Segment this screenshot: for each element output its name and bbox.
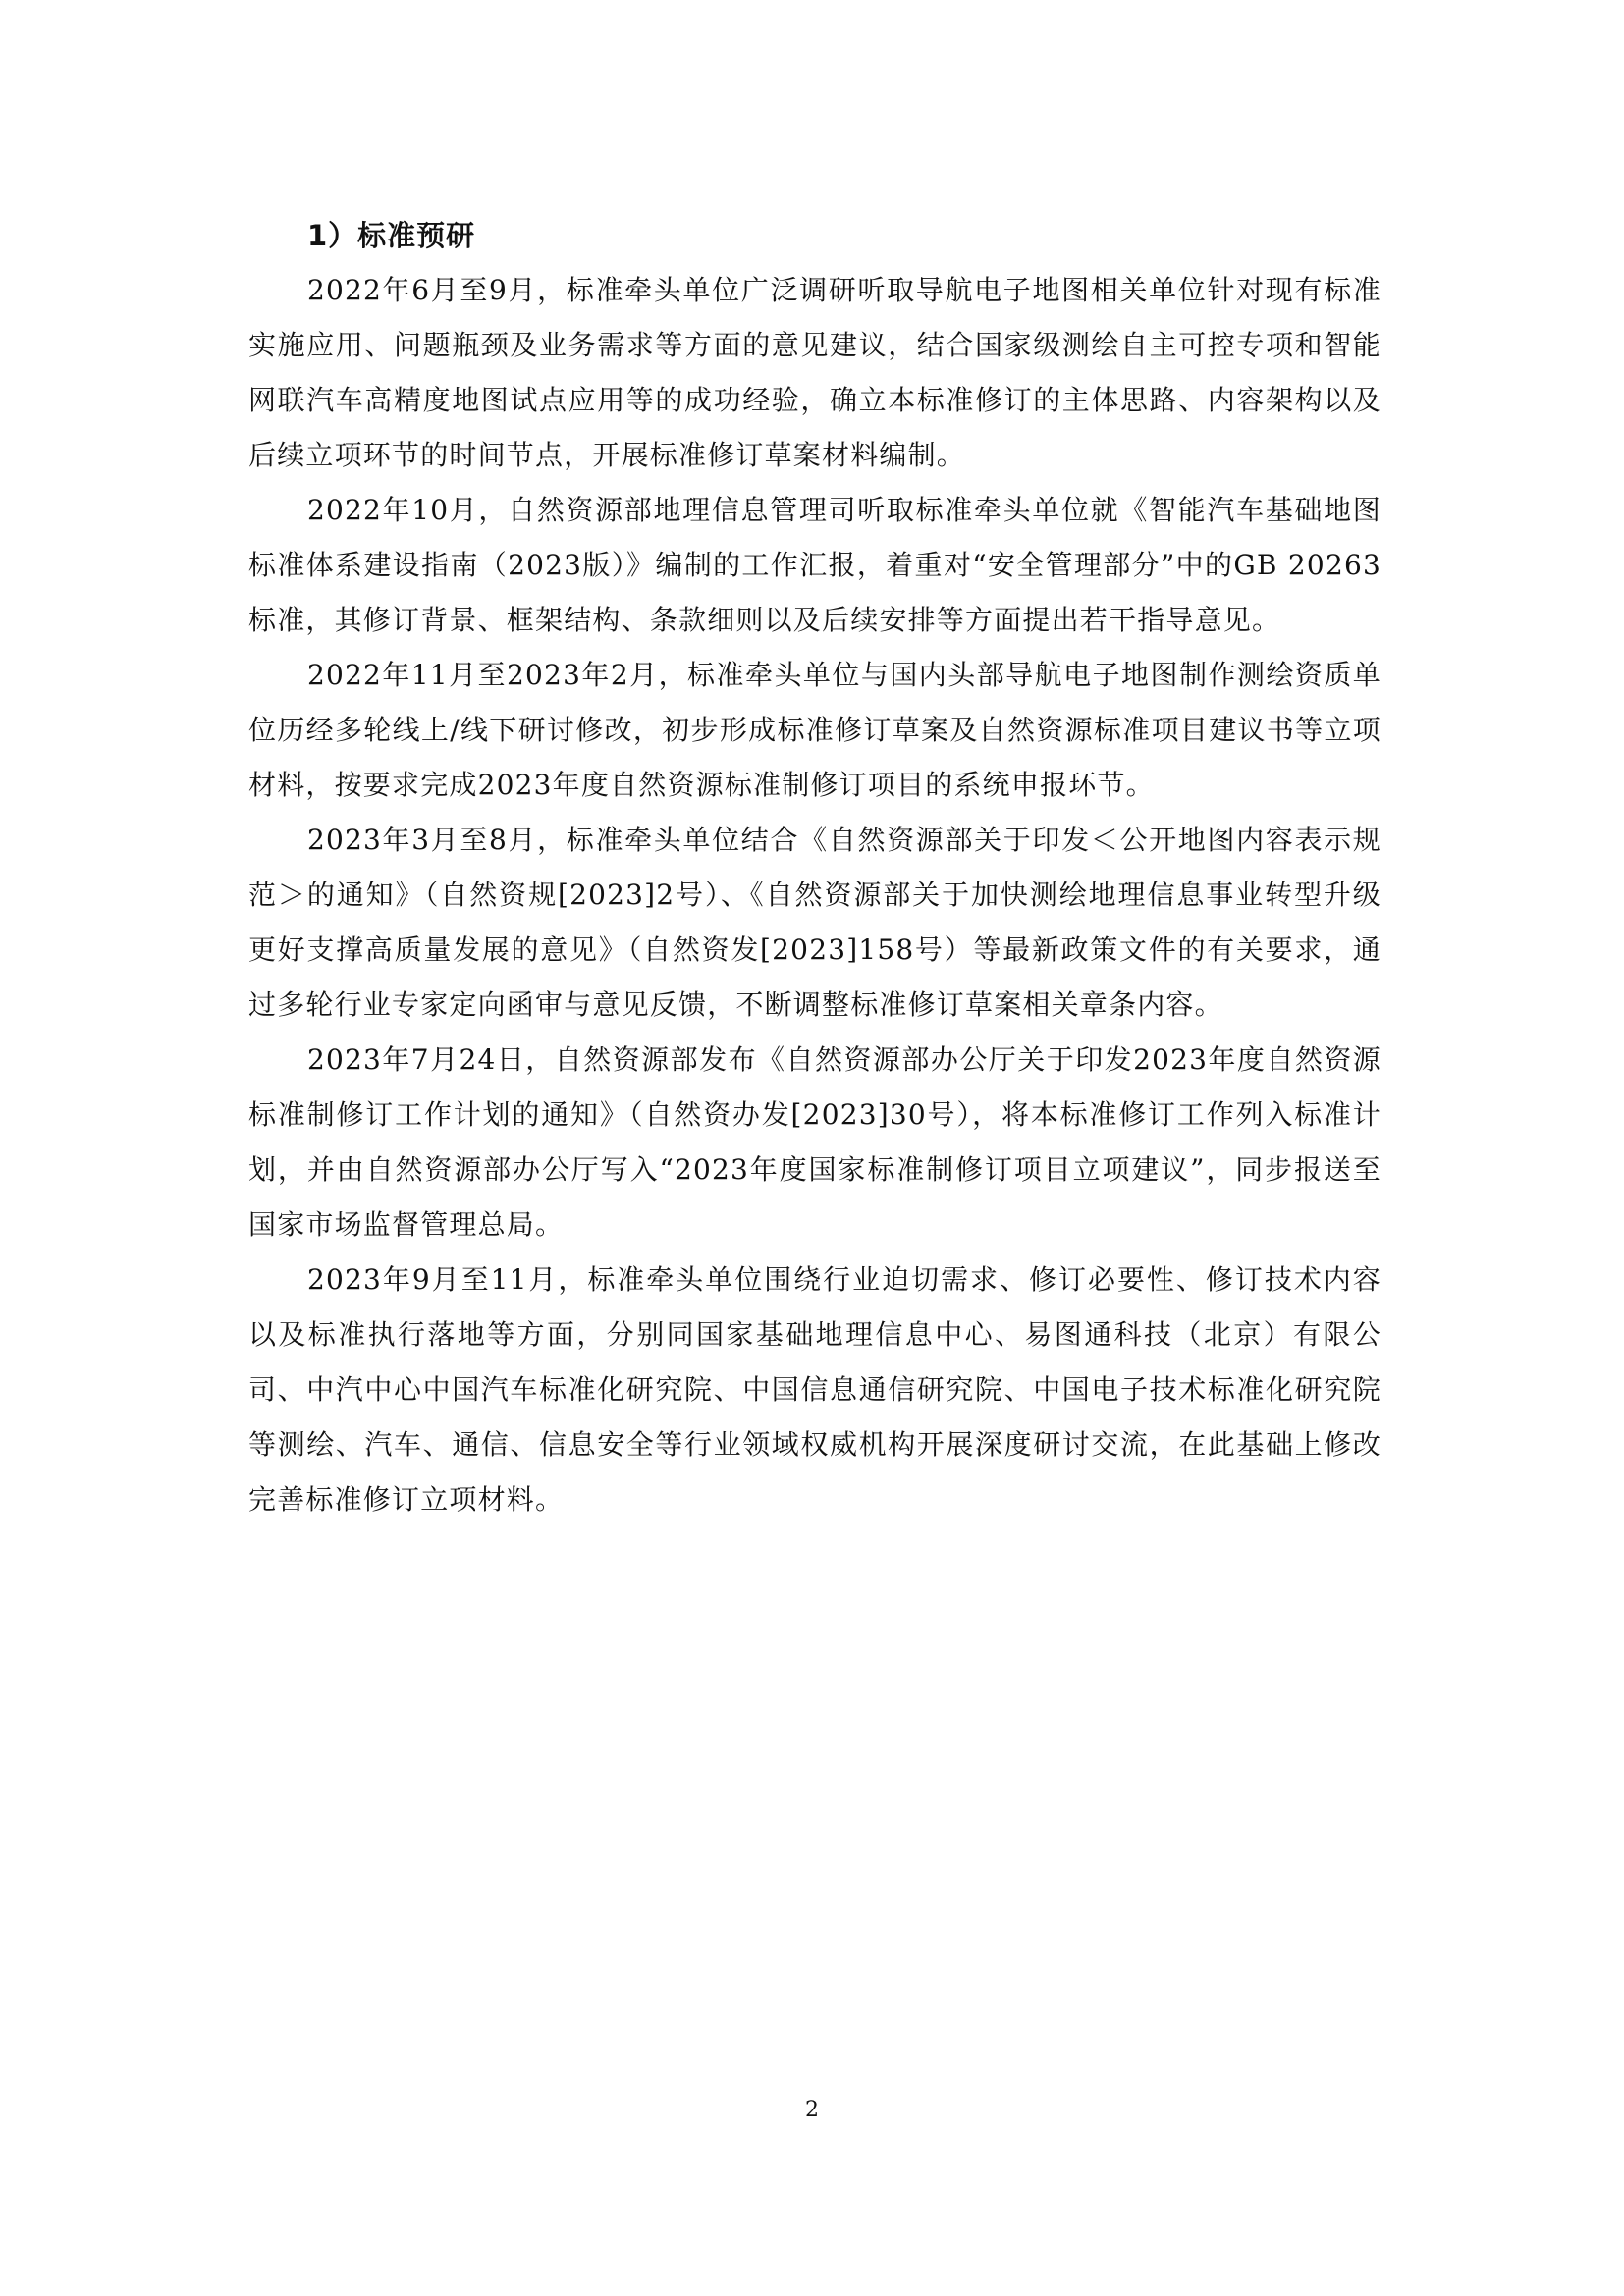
section-heading: 1）标准预研 [307,219,476,252]
page-number: 2 [805,2098,819,2122]
paragraph-2023-mar-aug: 2023年3月至8月，标准牵头单位结合《自然资源部关于印发＜公开地图内容表示规范＞的通知》（自然资规[2023]2号）、《自然资源部关于加快测绘地理信息事业转型升级 更好支撑高质量发展的意见》（自然资发[2023]158号）等最新政策文件的有关要求，通过多轮行业专家定向函审与意见反馈，不断调整标准修订草案相关章条内容。 [248,824,1381,1021]
paragraph-2023-sep-nov: 2023年9月至11月，标准牵头单位围绕行业迫切需求、修订必要性、修订技术内容以及标准执行落地等方面，分别同国家基础地理信息中心、易图通科技（北京）有限公司、中汽中心中国汽车标准化研究院、中国信息通信研究院、中国电子技术标准化研究院等测绘、汽车、通信、信息安全等行业领域权威机构开展深度研讨交流，在此基础上修改完善标准修订立项材料。 [248,1263,1381,1516]
paragraph-2022-oct-report: 2022年10月，自然资源部地理信息管理司听取标准牵头单位就《智能汽车基础地图标准体系建设指南（2023版）》编制的工作汇报，着重对“安全管理部分”中的GB 20263标准，其修订背景、框架结构、条款细则以及后续安排等方面提出若干指导意见。 [248,494,1381,636]
document-body [248,208,1381,1527]
paragraph-2022-nov-2023-feb: 2022年11月至2023年2月，标准牵头单位与国内头部导航电子地图制作测绘资质单位历经多轮线上/线下研讨修改，初步形成标准修订草案及自然资源标准项目建议书等立项材料，按要求完成2023年度自然资源标准制修订项目的系统申报环节。 [248,659,1381,801]
paragraph-2023-jul-24: 2023年7月24日，自然资源部发布《自然资源部办公厅关于印发2023年度自然资源标准制修订工作计划的通知》（自然资办发[2023]30号），将本标准修订工作列入标准计划，并由自然资源部办公厅写入“2023年度国家标准制修订项目立项建议”，同步报送至国家市场监督管理总局。 [248,1043,1381,1241]
paragraph-research-2022-jun-sep: 2022年6月至9月，标准牵头单位广泛调研听取导航电子地图相关单位针对现有标准实施应用、问题瓶颈及业务需求等方面的意见建议，结合国家级测绘自主可控专项和智能网联汽车高精度地图试点应用等的成功经验，确立本标准修订的主体思路、内容架构以及后续立项环节的时间节点，开展标准修订草案材料编制。 [248,274,1381,471]
